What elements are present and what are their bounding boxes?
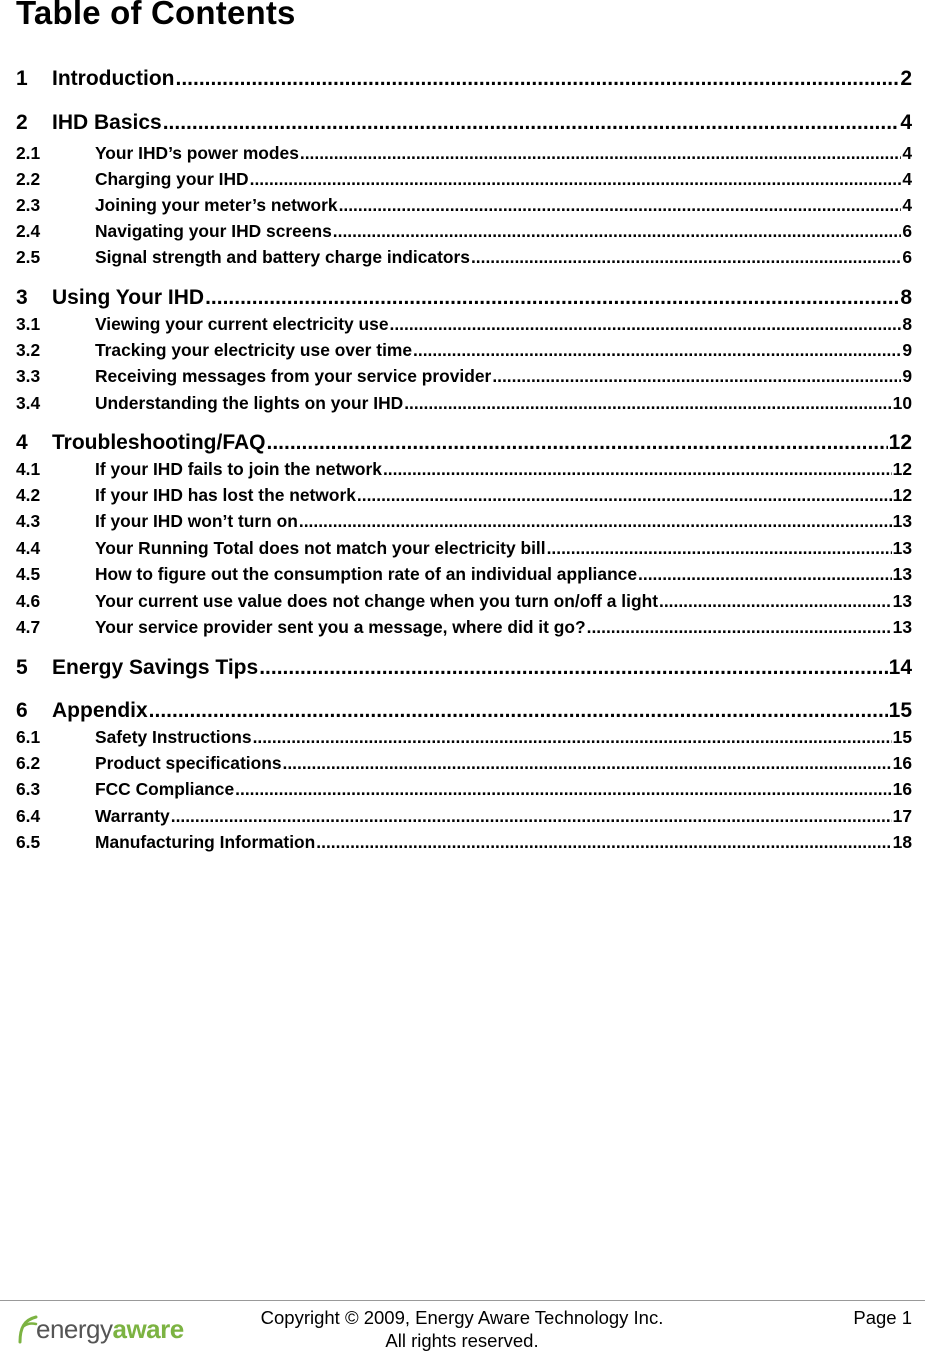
toc-entry[interactable] xyxy=(16,536,912,560)
toc-entry-label[interactable]: Using Your IHD xyxy=(52,286,205,309)
toc-entry[interactable] xyxy=(16,66,912,92)
toc-dot-leader xyxy=(267,430,888,456)
toc-entry-page[interactable]: 18 xyxy=(892,832,912,852)
copyright-line-2: All rights reserved. xyxy=(385,1330,539,1351)
toc-entry-label[interactable]: Charging your IHD xyxy=(95,169,249,189)
toc-dot-leader xyxy=(413,338,901,362)
toc-entry[interactable] xyxy=(16,391,912,415)
toc-entry-page[interactable]: 13 xyxy=(892,591,912,611)
toc-dot-leader xyxy=(333,219,902,243)
toc-entry-number: 6.3 xyxy=(16,779,41,799)
toc-entry[interactable] xyxy=(16,725,912,749)
toc-entry-label[interactable]: Understanding the lights on your IHD xyxy=(95,393,404,413)
toc-entry-label[interactable]: If your IHD has lost the network xyxy=(95,485,356,505)
toc-entry-label[interactable]: Appendix xyxy=(52,699,148,722)
toc-entry-number: 2.5 xyxy=(16,247,41,267)
toc-entry[interactable] xyxy=(16,655,912,681)
footer-divider xyxy=(0,1300,925,1301)
toc-dot-leader xyxy=(283,751,892,775)
toc-entry[interactable] xyxy=(16,141,912,165)
toc-entry[interactable] xyxy=(16,193,912,217)
copyright-line-1: Copyright © 2009, Energy Aware Technology Inc. xyxy=(260,1307,664,1328)
toc-entry-page[interactable]: 4 xyxy=(902,169,912,189)
toc-entry-page[interactable]: 12 xyxy=(892,485,912,505)
toc-dot-leader xyxy=(205,285,899,311)
page-title: Table of Contents xyxy=(16,0,296,31)
toc-entry-number: 6.2 xyxy=(16,753,41,773)
toc-entry-number: 3.1 xyxy=(16,314,41,334)
toc-entry-number: 4.7 xyxy=(16,617,41,637)
toc-entry-label[interactable]: Manufacturing Information xyxy=(95,832,316,852)
copyright-notice xyxy=(230,1306,694,1352)
toc-entry-page[interactable]: 13 xyxy=(892,538,912,558)
toc-entry-label[interactable]: Navigating your IHD screens xyxy=(95,221,332,241)
toc-entry-number: 4.4 xyxy=(16,538,41,558)
toc-entry-label[interactable]: Your service provider sent you a message, where did it go? xyxy=(95,617,586,637)
toc-entry-number: 4.5 xyxy=(16,564,41,584)
toc-entry-page[interactable]: 10 xyxy=(892,393,912,413)
toc-entry[interactable] xyxy=(16,751,912,775)
toc-entry-page[interactable]: 15 xyxy=(892,727,912,747)
toc-dot-leader xyxy=(163,110,900,136)
toc-dot-leader xyxy=(171,804,892,828)
toc-entry[interactable] xyxy=(16,698,912,724)
toc-entry-label[interactable]: If your IHD fails to join the network xyxy=(95,459,382,479)
toc-entry-page[interactable]: 8 xyxy=(900,286,912,309)
toc-dot-leader xyxy=(547,536,892,560)
toc-entry[interactable] xyxy=(16,364,912,388)
toc-entry-number: 1 xyxy=(16,67,28,90)
page-number: Page 1 xyxy=(853,1307,912,1328)
toc-dot-leader xyxy=(253,725,892,749)
logo-word-aware: aware xyxy=(112,1314,184,1344)
toc-entry-number: 2 xyxy=(16,111,28,134)
toc-dot-leader xyxy=(339,193,902,217)
toc-dot-leader xyxy=(299,509,892,533)
toc-dot-leader xyxy=(316,830,891,854)
toc-dot-leader xyxy=(638,562,892,586)
energy-aware-logo xyxy=(16,1312,184,1346)
toc-dot-leader xyxy=(471,245,901,269)
toc-dot-leader xyxy=(250,167,902,191)
toc-entry-number: 4 xyxy=(16,431,28,454)
toc-dot-leader xyxy=(492,364,901,388)
toc-entry[interactable] xyxy=(16,615,912,639)
toc-entry-number: 4.2 xyxy=(16,485,41,505)
toc-dot-leader xyxy=(357,483,892,507)
toc-entry-page[interactable]: 2 xyxy=(900,67,912,90)
toc-dot-leader xyxy=(587,615,892,639)
toc-entry-label[interactable]: FCC Compliance xyxy=(95,779,235,799)
toc-dot-leader xyxy=(235,777,892,801)
toc-entry-label[interactable]: If your IHD won’t turn on xyxy=(95,511,298,531)
toc-entry-number: 6.1 xyxy=(16,727,41,747)
toc-entry-label[interactable]: Joining your meter’s network xyxy=(95,195,338,215)
toc-entry[interactable] xyxy=(16,804,912,828)
toc-entry-number: 3.2 xyxy=(16,340,41,360)
toc-entry[interactable] xyxy=(16,245,912,269)
toc-entry-page[interactable]: 4 xyxy=(902,143,912,163)
toc-entry-page[interactable]: 4 xyxy=(900,111,912,134)
toc-entry-number: 6.4 xyxy=(16,806,41,826)
toc-entry-page[interactable]: 15 xyxy=(888,699,912,722)
toc-dot-leader xyxy=(149,698,888,724)
logo-leaf-icon xyxy=(16,1314,38,1344)
toc-entry-label[interactable]: How to figure out the consumption rate of an individual appliance xyxy=(95,564,638,584)
toc-entry-number: 3.4 xyxy=(16,393,41,413)
toc-entry-page[interactable]: 8 xyxy=(902,314,912,334)
toc-dot-leader xyxy=(175,66,899,92)
toc-entry-label[interactable]: Introduction xyxy=(52,67,175,90)
toc-entry-label[interactable]: Product specifications xyxy=(95,753,282,773)
logo-wordmark xyxy=(36,1314,184,1344)
toc-entry[interactable] xyxy=(16,219,912,243)
toc-entry-label[interactable]: Your current use value does not change when you turn on/off a light xyxy=(95,591,658,611)
toc-entry[interactable] xyxy=(16,110,912,136)
toc-entry-label[interactable]: Viewing your current electricity use xyxy=(95,314,389,334)
toc-entry-label[interactable]: Tracking your electricity use over time xyxy=(95,340,413,360)
toc-dot-leader xyxy=(259,655,887,681)
toc-entry[interactable] xyxy=(16,285,912,311)
toc-entry[interactable] xyxy=(16,457,912,481)
toc-dot-leader xyxy=(404,391,891,415)
toc-entry-page[interactable]: 6 xyxy=(902,221,912,241)
toc-entry-number: 4.3 xyxy=(16,511,41,531)
toc-entry-page[interactable]: 16 xyxy=(892,753,912,773)
toc-entry[interactable] xyxy=(16,562,912,586)
toc-entry-page[interactable]: 4 xyxy=(902,195,912,215)
toc-entry[interactable] xyxy=(16,777,912,801)
toc-entry[interactable] xyxy=(16,338,912,362)
toc-entry-page[interactable]: 13 xyxy=(892,564,912,584)
toc-entry-number: 6 xyxy=(16,699,28,722)
toc-dot-leader xyxy=(383,457,892,481)
toc-entry-page[interactable]: 9 xyxy=(902,366,912,386)
toc-entry-label[interactable]: IHD Basics xyxy=(52,111,162,134)
toc-dot-leader xyxy=(300,141,901,165)
toc-entry-label[interactable]: Signal strength and battery charge indicators xyxy=(95,247,470,267)
toc-entry-page[interactable]: 17 xyxy=(892,806,912,826)
toc-entry[interactable] xyxy=(16,312,912,336)
toc-entry-label[interactable]: Energy Savings Tips xyxy=(52,656,259,679)
toc-entry-number: 4.6 xyxy=(16,591,41,611)
toc-entry-label[interactable]: Your IHD’s power modes xyxy=(95,143,299,163)
toc-entry-number: 5 xyxy=(16,656,28,679)
toc-entry-label[interactable]: Safety Instructions xyxy=(95,727,252,747)
toc-entry-label[interactable]: Receiving messages from your service provider xyxy=(95,366,492,386)
toc-entry-number: 3 xyxy=(16,286,28,309)
toc-entry-page[interactable]: 12 xyxy=(892,459,912,479)
toc-entry-number: 4.1 xyxy=(16,459,41,479)
toc-entry[interactable] xyxy=(16,589,912,613)
toc-entry[interactable] xyxy=(16,509,912,533)
logo-word-energy: energy xyxy=(36,1314,113,1344)
toc-entry-number: 2.1 xyxy=(16,143,41,163)
toc-entry-number: 6.5 xyxy=(16,832,41,852)
toc-entry-page[interactable]: 9 xyxy=(902,340,912,360)
toc-entry-page[interactable]: 14 xyxy=(888,656,912,679)
toc-entry[interactable] xyxy=(16,430,912,456)
toc-entry-page[interactable]: 16 xyxy=(892,779,912,799)
toc-dot-leader xyxy=(659,589,892,613)
toc-entry-number: 2.4 xyxy=(16,221,41,241)
toc-entry-page[interactable]: 6 xyxy=(902,247,912,267)
toc-entry-page[interactable]: 13 xyxy=(892,511,912,531)
toc-entry[interactable] xyxy=(16,830,912,854)
toc-entry-number: 2.3 xyxy=(16,195,41,215)
toc-entry[interactable] xyxy=(16,167,912,191)
toc-entry-label[interactable]: Warranty xyxy=(95,806,170,826)
toc-entry-number: 2.2 xyxy=(16,169,41,189)
toc-entry-number: 3.3 xyxy=(16,366,41,386)
toc-entry-page[interactable]: 12 xyxy=(888,431,912,454)
toc-entry[interactable] xyxy=(16,483,912,507)
toc-dot-leader xyxy=(390,312,902,336)
toc-entry-page[interactable]: 13 xyxy=(892,617,912,637)
toc-entry-label[interactable]: Your Running Total does not match your electricity bill xyxy=(95,538,546,558)
toc-entry-label[interactable]: Troubleshooting/FAQ xyxy=(52,431,266,454)
